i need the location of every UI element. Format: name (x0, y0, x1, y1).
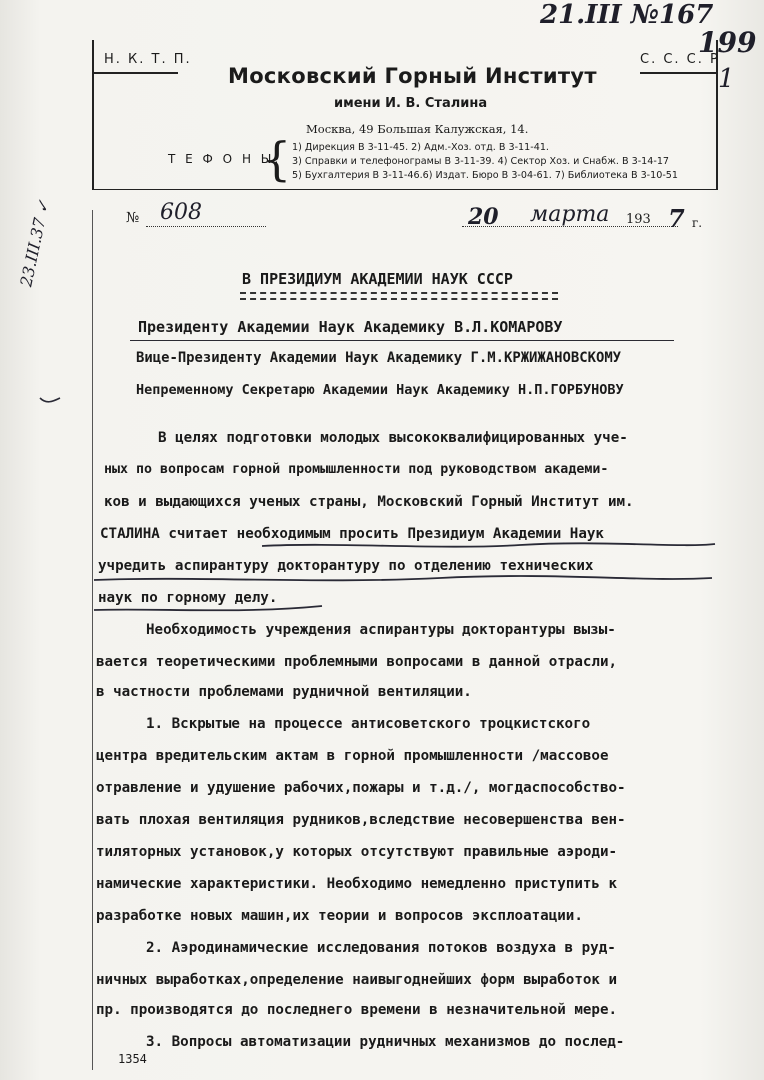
institute-name: Московский Горный Институт (228, 64, 597, 88)
handwritten-day: 20 (468, 204, 499, 230)
phone-line: 1) Дирекция В 3-11-45. 2) Адм.-Хоз. отд. В 3-11-41. (292, 142, 549, 153)
body-line: Необходимость учреждения аспирантуры докторантуры вызы- (146, 622, 616, 638)
institute-address: Москва, 49 Большая Калужская, 14. (306, 122, 529, 136)
addressee-line: Непременному Секретарю Академии Наук Академику Н.П.ГОРБУНОВУ (136, 382, 624, 398)
year-prefix: 193 (626, 212, 651, 227)
number-prefix: № (126, 210, 140, 226)
body-line: намические характеристики. Необходимо немедленно приступить к (96, 876, 618, 892)
body-line: разработке новых машин,их теории и вопросов эксплоатации. (96, 908, 583, 924)
handwritten-margin-date: 23.III.37 ✓ (16, 198, 54, 289)
addressee-line: Президенту Академии Наук Академику В.Л.КОМАРОВУ (138, 318, 563, 336)
handwritten-year-digit: 7 (668, 204, 685, 233)
body-line: СТАЛИНА считает необходимым просить Президиум Академии Наук (100, 526, 604, 542)
handwritten-doc-number: 608 (160, 200, 202, 225)
body-line: 3. Вопросы автоматизации рудничных механизмов до послед- (146, 1034, 625, 1050)
body-line: 1. Вскрытые на процессе антисоветского троцкистского (146, 716, 591, 732)
left-code: Н. К. Т. П. (104, 52, 192, 67)
underline-stroke (94, 576, 712, 580)
body-line: ных по вопросам горной промышленности под руководством академи- (104, 462, 609, 477)
body-line: тиляторных установок,у которых отсутствуют правильные аэроди- (96, 844, 618, 860)
body-line: в частности проблемами рудничной вентиляции. (96, 684, 472, 700)
margin-mark (40, 398, 60, 402)
body-line: отравление и удушение рабочих,пожары и т.д./, могдаспособство- (96, 780, 626, 796)
body-line: учредить аспирантуру докторантуру по отделению технических (98, 558, 594, 574)
phone-line: 3) Справки и телефонограмы В 3-11-39. 4) Сектор Хоз. и Снабж. В 3-14-17 (292, 156, 670, 167)
body-line: 2. Аэродинамические исследования потоков воздуха в руд- (146, 940, 616, 956)
handwritten-tick: 1 (718, 64, 735, 94)
year-suffix: г. (692, 216, 703, 230)
institute-named-after: имени И. В. Сталина (334, 96, 488, 111)
right-code: С. С. С. Р (640, 52, 720, 67)
handwritten-folio-number: 199 (698, 26, 757, 59)
underline-stroke (94, 606, 322, 610)
underline-stroke (262, 543, 715, 546)
body-line: ничных выработках,определение наивыгоднейших форм выработок и (96, 972, 618, 988)
body-line: ков и выдающихся ученых страны, Московский Горный Институт им. (104, 494, 634, 510)
page-number: 1354 (118, 1052, 147, 1066)
handwritten-registration-mark: 21.III №167 (540, 0, 714, 30)
phones-brace: { (262, 132, 292, 186)
body-line: В целях подготовки молодых высококвалифицированных уче- (158, 430, 628, 446)
handwritten-month: марта (530, 202, 610, 227)
phones-label: Т Е Ф О Н Ы: (168, 152, 282, 166)
body-line: пр. производятся до последнего времени в незначительной мере. (96, 1002, 618, 1018)
body-line: вать плохая вентиляция рудников,вследствие несовершенства вен- (96, 812, 626, 828)
addressee-line: Вице-Президенту Академии Наук Академику Г.М.КРЖИЖАНОВСКОМУ (136, 350, 622, 366)
body-line: вается теоретическими проблемными вопросами в данной отрасли, (96, 654, 618, 670)
heading: В ПРЕЗИДИУМ АКАДЕМИИ НАУК СССР (242, 270, 513, 288)
body-line: центра вредительским актам в горной промышленности /массовое (96, 748, 609, 764)
phone-line: 5) Бухгалтерия В 3-11-46.6) Издат. Бюро В 3-04-61. 7) Библиотека В 3-10-51 (292, 170, 679, 181)
body-line: наук по горному делу. (98, 590, 278, 606)
